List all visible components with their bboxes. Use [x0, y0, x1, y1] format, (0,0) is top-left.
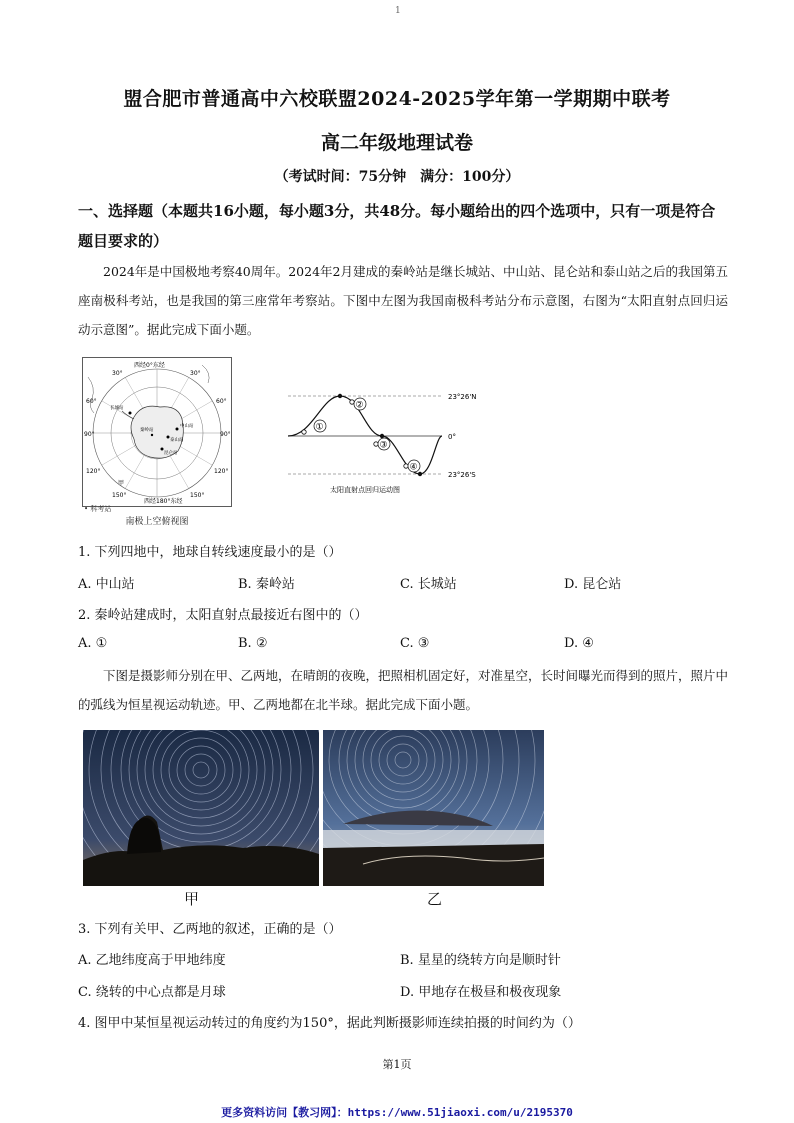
question-2-stem: 2. 秦岭站建成时，太阳直射点最接近右图中的（） [78, 608, 368, 623]
svg-text:泰山站: 泰山站 [170, 438, 184, 443]
question-2-option-b[interactable]: B. ② [238, 636, 268, 651]
passage-1: 2024年是中国极地考察40周年。2024年2月建成的秦岭站是继长城站、中山站、昆仑站和泰山站之后的我国第五座南极科考站，也是我国的第三座常年考察站。下图中左图为我国南极科考站分布示意图，右图为“太阳直射点回归运动示意图”。据此完成下面小题。 [78, 264, 728, 337]
exam-info: （考试时间：75分钟 满分：100分） [274, 169, 520, 185]
question-3-option-d[interactable]: D. 甲地存在极昼和极夜现象 [400, 985, 562, 1000]
footer-link[interactable]: 更多资料访问【教习网】：https://www.51jiaoxi.com/u/2195370 [221, 1106, 573, 1119]
svg-text:太阳直射点回归运动图: 太阳直射点回归运动图 [330, 486, 400, 494]
svg-text:90°: 90° [220, 431, 231, 438]
question-1-option-a[interactable]: A. 中山站 [78, 577, 135, 592]
question-2-option-a[interactable]: A. ① [78, 636, 108, 651]
qinling-station-dot [151, 434, 153, 436]
top-page-mark: 1 [395, 6, 401, 16]
figure-left-caption: 南极上空俯视图 [125, 517, 189, 527]
question-1-option-c[interactable]: C. 长城站 [400, 577, 457, 592]
question-1-option-d[interactable]: D. 昆仑站 [564, 577, 622, 592]
svg-text:150°: 150° [112, 492, 127, 499]
svg-text:昆仑站: 昆仑站 [164, 451, 178, 456]
svg-text:150°: 150° [190, 492, 205, 499]
svg-text:④: ④ [409, 462, 418, 473]
star-trail-photo-yi [323, 730, 544, 886]
passage-2: 下图是摄影师分别在甲、乙两地，在晴朗的夜晚，把照相机固定好，对准星空，长时间曝光而得到的照片，照片中的弧线为恒星视运动轨迹。甲、乙两地都在北半球。据此完成下面小题。 [78, 668, 729, 712]
svg-text:秦岭站: 秦岭站 [140, 428, 154, 433]
svg-text:中山站: 中山站 [180, 424, 194, 429]
exam-title: 盟合肥市普通高中六校联盟2024-2025学年第一学期期中联考 [123, 88, 671, 110]
question-3-option-c[interactable]: C. 绕转的中心点都是月球 [78, 985, 226, 1000]
section-heading: 一、选择题（本题共16小题，每小题3分，共48分。每小题给出的四个选项中，只有一项是符合题目要求的） [78, 202, 716, 250]
question-3-option-a[interactable]: A. 乙地纬度高于甲地纬度 [78, 953, 226, 968]
question-2-option-d[interactable]: D. ④ [564, 636, 594, 651]
question-1-stem: 1. 下列四地中，地球自转线速度最小的是（） [78, 545, 342, 560]
svg-text:0°: 0° [448, 433, 456, 441]
photo-label-jia: 甲 [184, 890, 200, 908]
svg-text:120°: 120° [214, 468, 229, 475]
svg-text:甲: 甲 [118, 480, 125, 487]
svg-text:西经180°东经: 西经180°东经 [144, 498, 183, 505]
zhongshan-station-dot [176, 428, 179, 431]
svg-text:30°: 30° [190, 370, 201, 377]
svg-text:120°: 120° [86, 468, 101, 475]
question-3-stem: 3. 下列有关甲、乙两地的叙述，正确的是（） [78, 922, 342, 937]
svg-text:23°26'S: 23°26'S [448, 471, 476, 479]
svg-text:③: ③ [379, 440, 388, 451]
svg-text:60°: 60° [216, 398, 227, 405]
page-number: 第1页 [382, 1058, 412, 1071]
question-1-option-b[interactable]: B. 秦岭站 [238, 577, 295, 592]
question-2-option-c[interactable]: C. ③ [400, 636, 430, 651]
question-4-stem: 4. 图甲中某恒星视运动转过的角度约为150°，据此判断摄影师连续拍摄的时间约为（） [78, 1016, 581, 1031]
star-trail-photo-jia [83, 730, 319, 886]
photo-label-yi: 乙 [427, 890, 443, 908]
changcheng-station-dot [129, 412, 132, 415]
svg-text:60°: 60° [86, 398, 97, 405]
svg-text:90°: 90° [84, 431, 95, 438]
svg-text:23°26'N: 23°26'N [448, 393, 477, 401]
svg-text:①: ① [315, 422, 324, 433]
svg-text:②: ② [355, 400, 364, 411]
antarctic-map-figure [82, 357, 232, 507]
svg-text:西经0°东经: 西经0°东经 [134, 362, 165, 369]
exam-subject-title: 高二年级地理试卷 [320, 132, 473, 154]
station-legend: • 科考站 [84, 505, 112, 513]
svg-text:30°: 30° [112, 370, 123, 377]
sun-direct-point-figure [282, 386, 522, 496]
question-3-option-b[interactable]: B. 星星的绕转方向是顺时针 [400, 953, 561, 968]
svg-text:长城站: 长城站 [110, 406, 124, 411]
